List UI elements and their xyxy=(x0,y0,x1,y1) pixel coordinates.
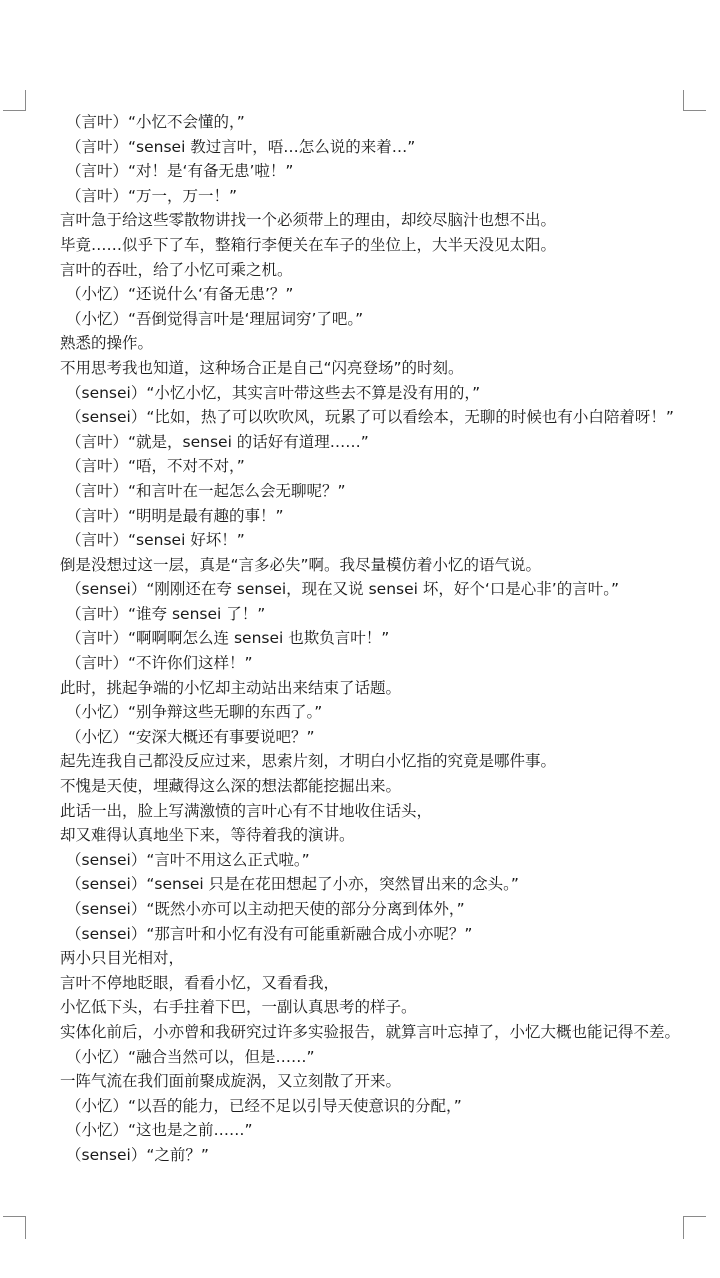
dialogue-line: （言叶）“sensei 好坏！” xyxy=(66,531,245,550)
dialogue-line: （言叶）“和言叶在一起怎么会无聊呢？” xyxy=(66,481,346,500)
dialogue-line: （言叶）“sensei 教过言叶，唔…怎么说的来着…” xyxy=(66,137,416,156)
narration-line: 实体化前后，小亦曾和我研究过许多实验报告，就算言叶忘掉了，小忆大概也能记得不差。 xyxy=(60,1022,681,1041)
dialogue-line: （言叶）“小忆不会懂的，” xyxy=(66,113,245,131)
crop-mark-top-right xyxy=(683,90,706,111)
narration-line: 此话一出，脸上写满激愤的言叶心有不甘地收住话头， xyxy=(60,801,433,820)
dialogue-line: （小忆）“融合当然可以，但是……” xyxy=(66,1047,315,1066)
dialogue-line: （言叶）“明明是最有趣的事！” xyxy=(66,506,284,525)
dialogue-line: （sensei）“言叶不用这么正式啦。” xyxy=(66,850,310,869)
dialogue-line: （sensei）“既然小亦可以主动把天使的部分分离到体外，” xyxy=(66,900,465,918)
dialogue-line: （小忆）“以吾的能力，已经不足以引导天使意识的分配，” xyxy=(66,1096,462,1115)
dialogue-line: （言叶）“就是，sensei 的话好有道理……” xyxy=(66,432,369,451)
dialogue-line: （sensei）“小忆小忆，其实言叶带这些去不算是没有用的，” xyxy=(66,383,481,402)
dialogue-line: （言叶）“对！是‘有备无患’啦！” xyxy=(66,162,294,181)
crop-mark-bottom-left xyxy=(3,1216,26,1239)
narration-line: 倒是没想过这一层，真是“言多必失”啊。我尽量模仿着小忆的语气说。 xyxy=(60,555,542,574)
narration-line: 言叶不停地眨眼，看看小忆，又看看我， xyxy=(60,973,340,992)
narration-line: 小忆低下头，右手拄着下巴，一副认真思考的样子。 xyxy=(60,998,417,1017)
dialogue-line: （sensei）“sensei 只是在花田想起了小亦，突然冒出来的念头。” xyxy=(66,875,519,894)
narration-line: 一阵气流在我们面前聚成旋涡，又立刻散了开来。 xyxy=(60,1072,402,1091)
dialogue-line: （sensei）“之前？” xyxy=(66,1145,209,1164)
dialogue-line: （小忆）“别争辩这些无聊的东西了。” xyxy=(66,703,323,722)
dialogue-line: （小忆）“吾倒觉得言叶是‘理屈词穷’了吧。” xyxy=(66,309,364,328)
document-page-body xyxy=(26,110,688,1168)
dialogue-line: （言叶）“啊啊啊怎么连 sensei 也欺负言叶！” xyxy=(66,629,390,648)
dialogue-line: （言叶）“唔，不对不对，” xyxy=(66,457,245,476)
narration-line: 言叶急于给这些零散物讲找一个必须带上的理由，却绞尽脑汁也想不出。 xyxy=(60,211,557,230)
dialogue-line: （小忆）“还说什么‘有备无患’？” xyxy=(66,285,294,304)
dialogue-line: （sensei）“那言叶和小忆有没有可能重新融合成小亦呢？” xyxy=(66,924,473,943)
narration-line: 却又难得认真地坐下来，等待着我的演讲。 xyxy=(60,826,355,845)
dialogue-line: （sensei）“刚刚还在夸 sensei，现在又说 sensei 坏，好个‘口是心非’的言叶。” xyxy=(66,580,620,599)
narration-line: 起先连我自己都没反应过来，思索片刻，才明白小忆指的究竟是哪件事。 xyxy=(60,752,557,771)
narration-line: 言叶的吞吐，给了小忆可乘之机。 xyxy=(60,260,293,279)
dialogue-line: （sensei）“比如，热了可以吹吹风，玩累了可以看绘本，无聊的时候也有小白陪着呀！” xyxy=(66,408,674,427)
narration-line: 毕竟……似乎下了车，整箱行李便关在车子的坐位上，大半天没见太阳。 xyxy=(60,235,557,254)
narration-line: 不愧是天使，埋藏得这么深的想法都能挖掘出来。 xyxy=(60,777,402,796)
dialogue-line: （小忆）“这也是之前……” xyxy=(66,1121,253,1140)
dialogue-line: （言叶）“谁夸 sensei 了！” xyxy=(66,604,266,623)
dialogue-line: （言叶）“万一，万一！” xyxy=(66,186,238,205)
dialogue-line: （小忆）“安深大概还有事要说吧？” xyxy=(66,727,315,746)
narration-line: 两小只目光相对， xyxy=(60,949,185,968)
narration-line: 不用思考我也知道，这种场合正是自己“闪亮登场”的时刻。 xyxy=(60,358,464,377)
crop-mark-top-left xyxy=(3,90,26,111)
narration-line: 熟悉的操作。 xyxy=(60,334,154,353)
dialogue-line: （言叶）“不许你们这样！” xyxy=(66,654,253,673)
crop-mark-bottom-right xyxy=(683,1216,706,1239)
narration-line: 此时，挑起争端的小忆却主动站出来结束了话题。 xyxy=(60,678,402,697)
